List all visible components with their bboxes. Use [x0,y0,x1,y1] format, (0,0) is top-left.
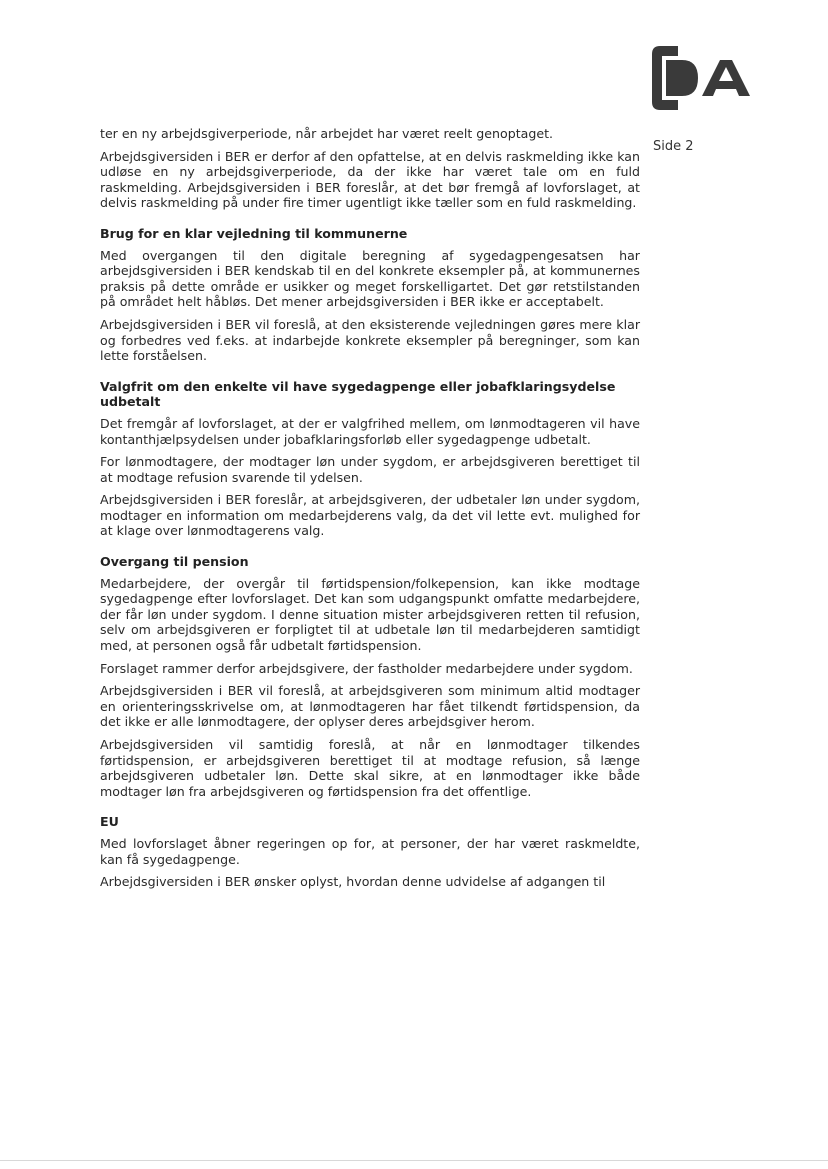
paragraph: Arbejdsgiversiden i BER er derfor af den opfattelse, at en delvis raskmelding ikke kan udløse en ny arbejdsgiverperiode, da der ikke har været tale om en fuld raskmelding. Arbejdsgiversiden i BER foreslår, at det bør fremgå af lovforslaget, at delvis raskmelding på under fire timer ugentligt ikke tæller som en fuld raskmelding. [100,148,640,211]
da-logo [652,46,764,110]
paragraph: Arbejdsgiversiden i BER vil foreslå, at den eksisterende vejledningen gøres mere klar og forbedres ved f.eks. at indarbejde konkrete eksempler på beregninger, som kan lette forståelsen. [100,316,640,364]
da-logo-icon [652,46,764,110]
paragraph: Arbejdsgiversiden vil samtidig foreslå, at når en lønmodtager tilkendes førtidspension, er arbejdsgiveren berettiget til at modtage refusion, så længe arbejdsgiveren udbetaler løn. Dette skal sikre, at en lønmodtager ikke både modtager løn fra arbejdsgiveren og førtidspension fra det offentlige. [100,737,640,799]
section-heading: Valgfrit om den enkelte vil have sygedagpenge eller jobafklaringsydelse udbetalt [100,378,616,410]
section-heading: EU [100,814,119,830]
section-heading: Brug for en klar vejledning til kommunerne [100,225,408,241]
paragraph: Med overgangen til den digitale beregning af sygedagpengesatsen har arbejdsgiversiden i BER kendskab til en del konkrete eksempler på, at kommunernes praksis på dette område er usikker og meget forskelligartet. Det gør retstilstanden på området helt håbløs. Det mener arbejdsgiversiden i BER ikke er acceptabelt. [100,247,640,310]
page-bottom-edge [0,1160,828,1161]
paragraph: Medarbejdere, der overgår til førtidspension/folkepension, kan ikke modtage sygedagpenge efter lovforslaget. Det kan som udgangspunkt omfatte medarbejdere, der får løn under sygdom. I denne situation mister arbejdsgiveren retten til refusion, selv om arbejdsgiveren er forpligtet til at udbetale løn til medarbejderen samtidigt med, at personen også får udbetalt førtidspension. [100,575,640,654]
paragraph: Det fremgår af lovforslaget, at der er valgfrihed mellem, om lønmodtageren vil have kontanthjælpsydelsen under jobafklaringsforløb eller sygedagpenge udbetalt. [100,415,640,447]
paragraph: Arbejdsgiversiden i BER ønsker oplyst, hvordan denne udvidelse af adgangen til [100,874,606,890]
page-number: Side 2 [653,139,694,154]
paragraph: For lønmodtagere, der modtager løn under sygdom, er arbejdsgiveren berettiget til at modtage refusion svarende til ydelsen. [100,454,640,485]
paragraph: Arbejdsgiversiden i BER foreslår, at arbejdsgiveren, der udbetaler løn under sygdom, modtager en information om medarbejderens valg, da det vil lette evt. mulighed for at klage over lønmodtagerens valg. [100,492,640,539]
section-heading: Overgang til pension [100,554,249,570]
paragraph: Arbejdsgiversiden i BER vil foreslå, at arbejdsgiveren som minimum altid modtager en orienteringsskrivelse om, at lønmodtageren har fået tilkendt førtidspension, da det ikke er alle lønmodtagere, der oplyser deres arbejdsgiver herom. [100,683,640,730]
paragraph: Forslaget rammer derfor arbejdsgivere, der fastholder medarbejdere under sygdom. [100,660,633,676]
paragraph: ter en ny arbejdsgiverperiode, når arbejdet har været reelt genoptaget. [100,126,554,141]
paragraph: Med lovforslaget åbner regeringen op for, at personer, der har været raskmeldte, kan få sygedagpenge. [100,835,640,867]
document-body [100,126,640,897]
